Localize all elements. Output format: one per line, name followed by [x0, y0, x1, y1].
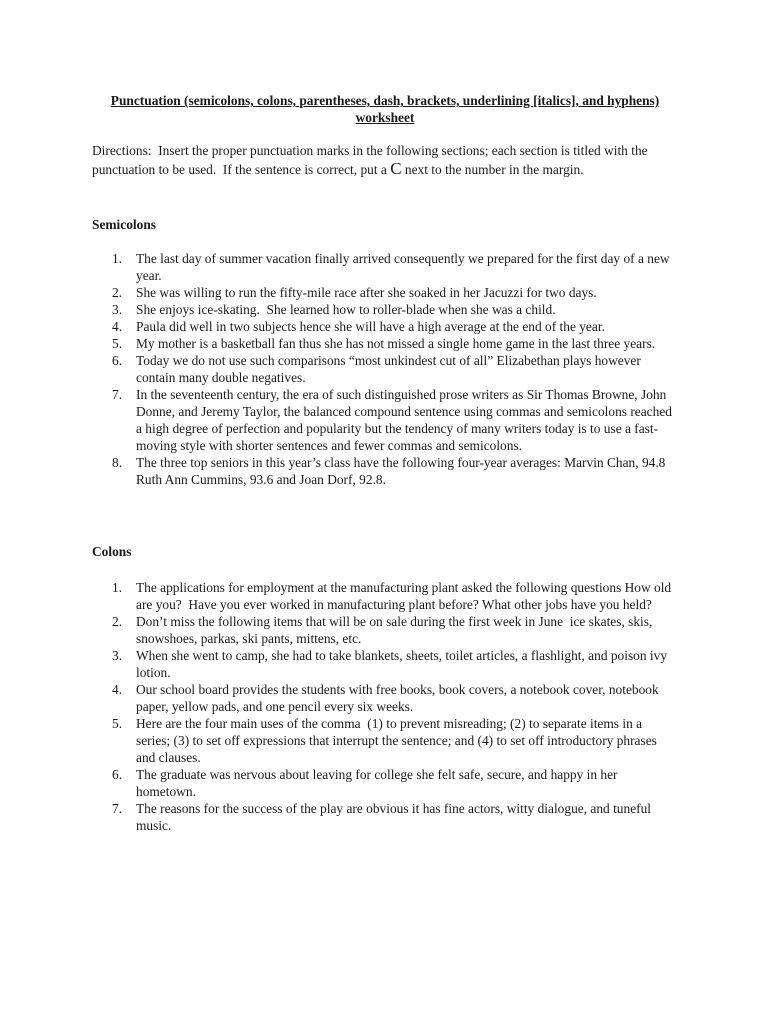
item-number: 3.: [112, 302, 123, 317]
item-number: 6.: [112, 353, 123, 368]
item-number: 4.: [112, 682, 123, 697]
list-item: [92, 613, 678, 647]
list-item: [92, 579, 678, 613]
item-number: 5.: [112, 716, 123, 731]
list-item: [92, 766, 678, 800]
list-item: [92, 352, 678, 386]
item-text: She was willing to run the fifty-mile race after she soaked in her Jacuzzi for two days.: [136, 285, 597, 300]
item-number: 1.: [112, 580, 123, 595]
item-text: Paula did well in two subjects hence she will have a high average at the end of the year.: [136, 319, 605, 334]
item-number: 2.: [112, 614, 123, 629]
list-item: [92, 284, 678, 301]
item-text: Today we do not use such comparisons “most unkindest cut of all” Elizabethan plays however contain many double negatives.: [136, 353, 641, 385]
worksheet-title: Punctuation (semicolons, colons, parentheses, dash, brackets, underlining [italics], and hyphens) worksheet: [110, 93, 660, 125]
item-number: 4.: [112, 319, 123, 334]
list-item: [92, 301, 678, 318]
item-text: The three top seniors in this year’s class have the following four-year averages: Marvin Chan, 94.8 Ruth Ann Cummins, 93.6 and Joan Dorf, 92.8.: [136, 455, 666, 487]
colons-heading: Colons: [92, 544, 132, 559]
item-text: The last day of summer vacation finally arrived consequently we prepared for the first day of a new year.: [136, 251, 670, 283]
item-number: 7.: [112, 801, 123, 816]
item-text: When she went to camp, she had to take blankets, sheets, toilet articles, a flashlight, and poison ivy lotion.: [136, 648, 668, 680]
item-text: My mother is a basketball fan thus she has not missed a single home game in the last three years.: [136, 336, 656, 351]
directions-text-end: next to the number in the margin.: [401, 161, 584, 177]
item-number: 1.: [112, 251, 123, 266]
list-item: [92, 386, 678, 454]
semicolons-list: [92, 250, 678, 488]
item-number: 8.: [112, 455, 123, 470]
list-item: [92, 681, 678, 715]
list-item: [92, 250, 678, 284]
item-text: Don’t miss the following items that will be on sale during the first week in June ice skates, skis, snowshoes, parkas, ski pants, mittens, etc.: [136, 614, 653, 646]
item-number: 7.: [112, 387, 123, 402]
item-text: Here are the four main uses of the comma (1) to prevent misreading; (2) to separate items in a series; (3) to set off expressions that interrupt the sentence; and (4) to set off introductory phrases and clauses.: [136, 716, 657, 765]
item-number: 6.: [112, 767, 123, 782]
item-text: The reasons for the success of the play are obvious it has fine actors, witty dialogue, and tuneful music.: [136, 801, 652, 833]
item-text: Our school board provides the students with free books, book covers, a notebook cover, notebook paper, yellow pads, and one pencil every six weeks.: [136, 682, 659, 714]
directions-correct-mark: C: [390, 158, 402, 178]
list-item: [92, 335, 678, 352]
item-number: 3.: [112, 648, 123, 663]
directions-text-start: Directions: Insert the proper punctuation marks in the following sections; each section is titled with the punctuation to be used. If the sentence is correct, put a: [92, 143, 648, 177]
colons-list: [92, 579, 678, 834]
directions-paragraph: [92, 142, 678, 178]
item-text: In the seventeenth century, the era of such distinguished prose writers as Sir Thomas Browne, John Donne, and Jeremy Taylor, the balanced compound sentence using commas and semicolons reached a high degree of perfection and popularity but the tendency of many writers today is to use a fast-moving style with shorter sentences and fewer commas and semicolons.: [136, 387, 672, 453]
item-text: She enjoys ice-skating. She learned how to roller-blade when she was a child.: [136, 302, 556, 317]
list-item: [92, 715, 678, 766]
list-item: [92, 800, 678, 834]
list-item: [92, 454, 678, 488]
item-number: 2.: [112, 285, 123, 300]
list-item: [92, 647, 678, 681]
item-text: The applications for employment at the manufacturing plant asked the following questions How old are you? Have you ever worked in manufacturing plant before? What other jobs have you held?: [136, 580, 672, 612]
item-number: 5.: [112, 336, 123, 351]
semicolons-heading: Semicolons: [92, 217, 156, 232]
item-text: The graduate was nervous about leaving for college she felt safe, secure, and happy in her hometown.: [136, 767, 618, 799]
list-item: [92, 318, 678, 335]
